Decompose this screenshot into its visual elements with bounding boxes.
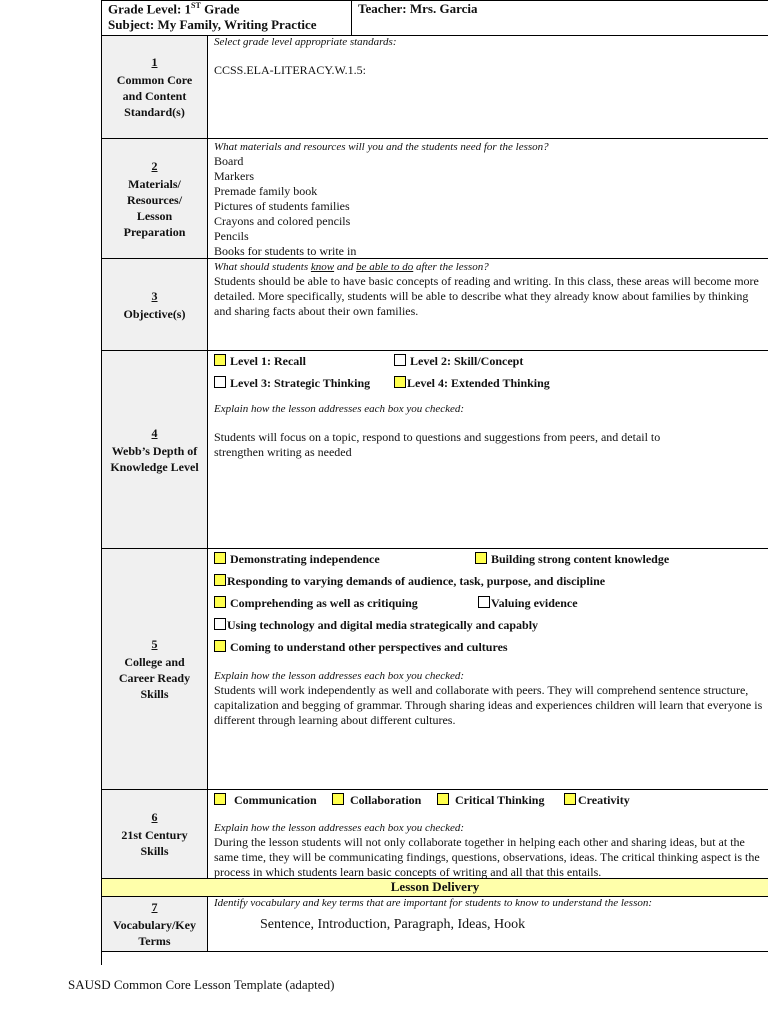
list-item: Pictures of students families [214,199,350,213]
checkbox-icon[interactable] [478,596,490,608]
option-label: Creativity [578,793,630,807]
checkbox-checked-icon[interactable] [332,793,344,805]
prompt-text [214,261,764,274]
materials-list [214,154,764,259]
checkbox-checked-icon[interactable] [214,354,226,366]
prompt-part: What should students [214,261,311,273]
label-line: Materials/ [128,176,181,191]
option-label: Valuing evidence [491,596,578,610]
option-label: Responding to varying demands of audience, task, purpose, and discipline [227,574,606,588]
section-label [102,351,208,548]
label-line: Webb’s Depth of [111,443,198,458]
section-number: 2 [151,158,158,173]
prompt-able: be able to do [356,261,414,273]
label-line: Skills [140,687,169,701]
section-materials [102,139,768,259]
section-content [214,261,764,319]
checkbox-icon[interactable] [214,376,226,388]
skills-row-2 [214,571,764,593]
content-knowledge-option[interactable] [475,552,669,567]
creativity-option[interactable] [564,793,630,808]
checkbox-checked-icon[interactable] [394,376,406,388]
skills-row-5 [214,637,764,659]
section-college-career [102,549,768,790]
section-number: 1 [151,55,158,69]
list-item: Books for students to write in [214,244,357,258]
varying-demands-option[interactable] [214,574,605,589]
section-label [102,259,208,350]
option-label: Critical Thinking [455,793,545,807]
level-3-option[interactable] [214,376,370,391]
prompt-part: and [334,261,357,273]
independence-option[interactable] [214,552,380,567]
section-standards [102,36,768,139]
checkbox-checked-icon[interactable] [214,596,226,608]
prompt-text: Identify vocabulary and key terms that are important for students to know to understand the lesson: [214,897,653,909]
comprehending-option[interactable] [214,596,418,611]
grade-level [108,1,239,17]
label-line: and Content [122,89,187,103]
century-skills-row [214,790,764,812]
communication-option[interactable] [214,793,317,808]
level-2-option[interactable] [394,354,523,369]
section-label [102,139,208,258]
list-item: Board [214,154,244,168]
option-label: Comprehending as well as critiquing [230,596,418,610]
option-label: Using technology and digital media strategically and capably [227,618,539,632]
footer-text: SAUSD Common Core Lesson Template (adapted) [68,977,335,992]
label-line: Common Core [116,73,193,87]
label-line: Knowledge Level [110,459,199,474]
checkbox-checked-icon[interactable] [214,574,226,586]
section-number: 4 [151,425,158,440]
section-content [214,790,764,880]
section-number: 3 [151,288,158,303]
label-line: Lesson [136,208,173,223]
grade-prefix: Grade Level: 1 [108,1,192,17]
section-21st-century [102,790,768,879]
standard-code: CCSS.ELA-LITERACY.W.1.5: [214,63,367,77]
option-label: Building strong content knowledge [491,552,670,566]
option-label: Level 4: Extended Thinking [407,376,550,390]
checkbox-checked-icon[interactable] [214,793,226,805]
option-label: Coming to understand other perspectives and cultures [230,640,508,654]
section-number: 6 [151,810,158,824]
section-vocabulary [102,897,768,952]
subject: Subject: My Family, Writing Practice [108,17,317,32]
option-label: Level 2: Skill/Concept [410,354,524,368]
grade-suffix: Grade [200,1,240,17]
checkbox-checked-icon[interactable] [475,552,487,564]
prompt-text: Explain how the lesson addresses each box you checked: [214,403,465,415]
section-number: 7 [151,900,158,914]
label-line: Resources/ [126,192,183,207]
section-content [214,141,764,259]
dok-row-1 [214,351,764,373]
section-content [214,897,764,932]
checkbox-icon[interactable] [394,354,406,366]
skills-row-1 [214,549,764,571]
skills-row-4 [214,615,764,637]
century-explanation: During the lesson students will not only collaborate together in helping each other and sharing ideas, but at the same time, they will be communicating findings, questions, observations, ideas. The critical thinking aspect is the process in which students learn basic concepts of writing and all that this entails. [214,835,760,879]
prompt-text: What materials and resources will you and the students need for the lesson? [214,141,549,153]
option-label: Communication [234,793,317,807]
section-label [102,36,208,138]
objective-text: Students should be able to have basic concepts of reading and writing. In this class, these areas will become more detailed. More specifically, students will be able to describe what they already know about families by thinking and sharing facts about their own families. [214,274,759,318]
checkbox-icon[interactable] [214,618,226,630]
critical-thinking-option[interactable] [437,793,544,808]
section-dok [102,351,768,549]
list-item: Markers [214,169,254,183]
section-label [102,790,208,878]
section-content [214,36,764,78]
prompt-text: Explain how the lesson addresses each box you checked: [214,670,465,682]
technology-option[interactable] [214,618,538,633]
section-content [214,549,764,728]
lesson-plan-table [102,0,768,952]
dok-row-2 [214,373,764,395]
label-line: Career Ready [118,671,191,685]
vocabulary-terms: Sentence, Introduction, Paragraph, Ideas, Hook [260,917,526,932]
skills-explanation: Students will work independently as well and collaborate with peers. They will comprehend sentence structure, capitalization and begging of grammar. Through sharing ideas and experiences children will learn that everyone is different through learning about different cultures. [214,683,763,727]
perspectives-option[interactable] [214,640,508,655]
collaboration-option[interactable] [332,793,421,808]
lesson-delivery-header: Lesson Delivery [102,879,768,897]
header-row [102,0,768,36]
prompt-part: after the lesson? [413,261,489,273]
checkbox-checked-icon[interactable] [214,552,226,564]
option-label: Collaboration [350,793,422,807]
option-label: Level 3: Strategic Thinking [230,376,371,390]
label-line: College and [124,655,185,669]
label-line: Skills [140,844,169,858]
label-line: Vocabulary/Key [113,918,196,932]
checkbox-checked-icon[interactable] [214,640,226,652]
label-line: Objective(s) [123,306,186,321]
dok-explanation: Students will focus on a topic, respond to questions and suggestions from peers, and detail to strengthen writing as needed [214,430,661,459]
section-label [102,897,208,951]
section-number: 5 [151,637,158,651]
level-4-option[interactable] [394,376,550,391]
list-item: Crayons and colored pencils [214,214,351,228]
list-item: Pencils [214,229,249,243]
level-1-option[interactable] [214,354,306,369]
checkbox-checked-icon[interactable] [564,793,576,805]
label-line: Preparation [123,224,186,239]
label-line: 21st Century [121,828,188,842]
option-label: Level 1: Recall [230,354,306,368]
section-label [102,549,208,789]
valuing-evidence-option[interactable] [478,596,578,611]
section-content [214,351,764,460]
skills-row-3 [214,593,764,615]
prompt-text: Explain how the lesson addresses each box you checked: [214,822,465,834]
list-item: Premade family book [214,184,318,198]
label-line: Standard(s) [124,105,185,119]
header-left-cell [102,0,352,35]
grade-sup: ST [191,1,201,10]
section-objectives [102,259,768,351]
option-label: Demonstrating independence [230,552,380,566]
teacher: Teacher: Mrs. Garcia [358,1,478,16]
prompt-know: know [310,261,335,273]
prompt-text: Select grade level appropriate standards: [214,36,397,48]
checkbox-checked-icon[interactable] [437,793,449,805]
label-line: Terms [138,934,171,948]
